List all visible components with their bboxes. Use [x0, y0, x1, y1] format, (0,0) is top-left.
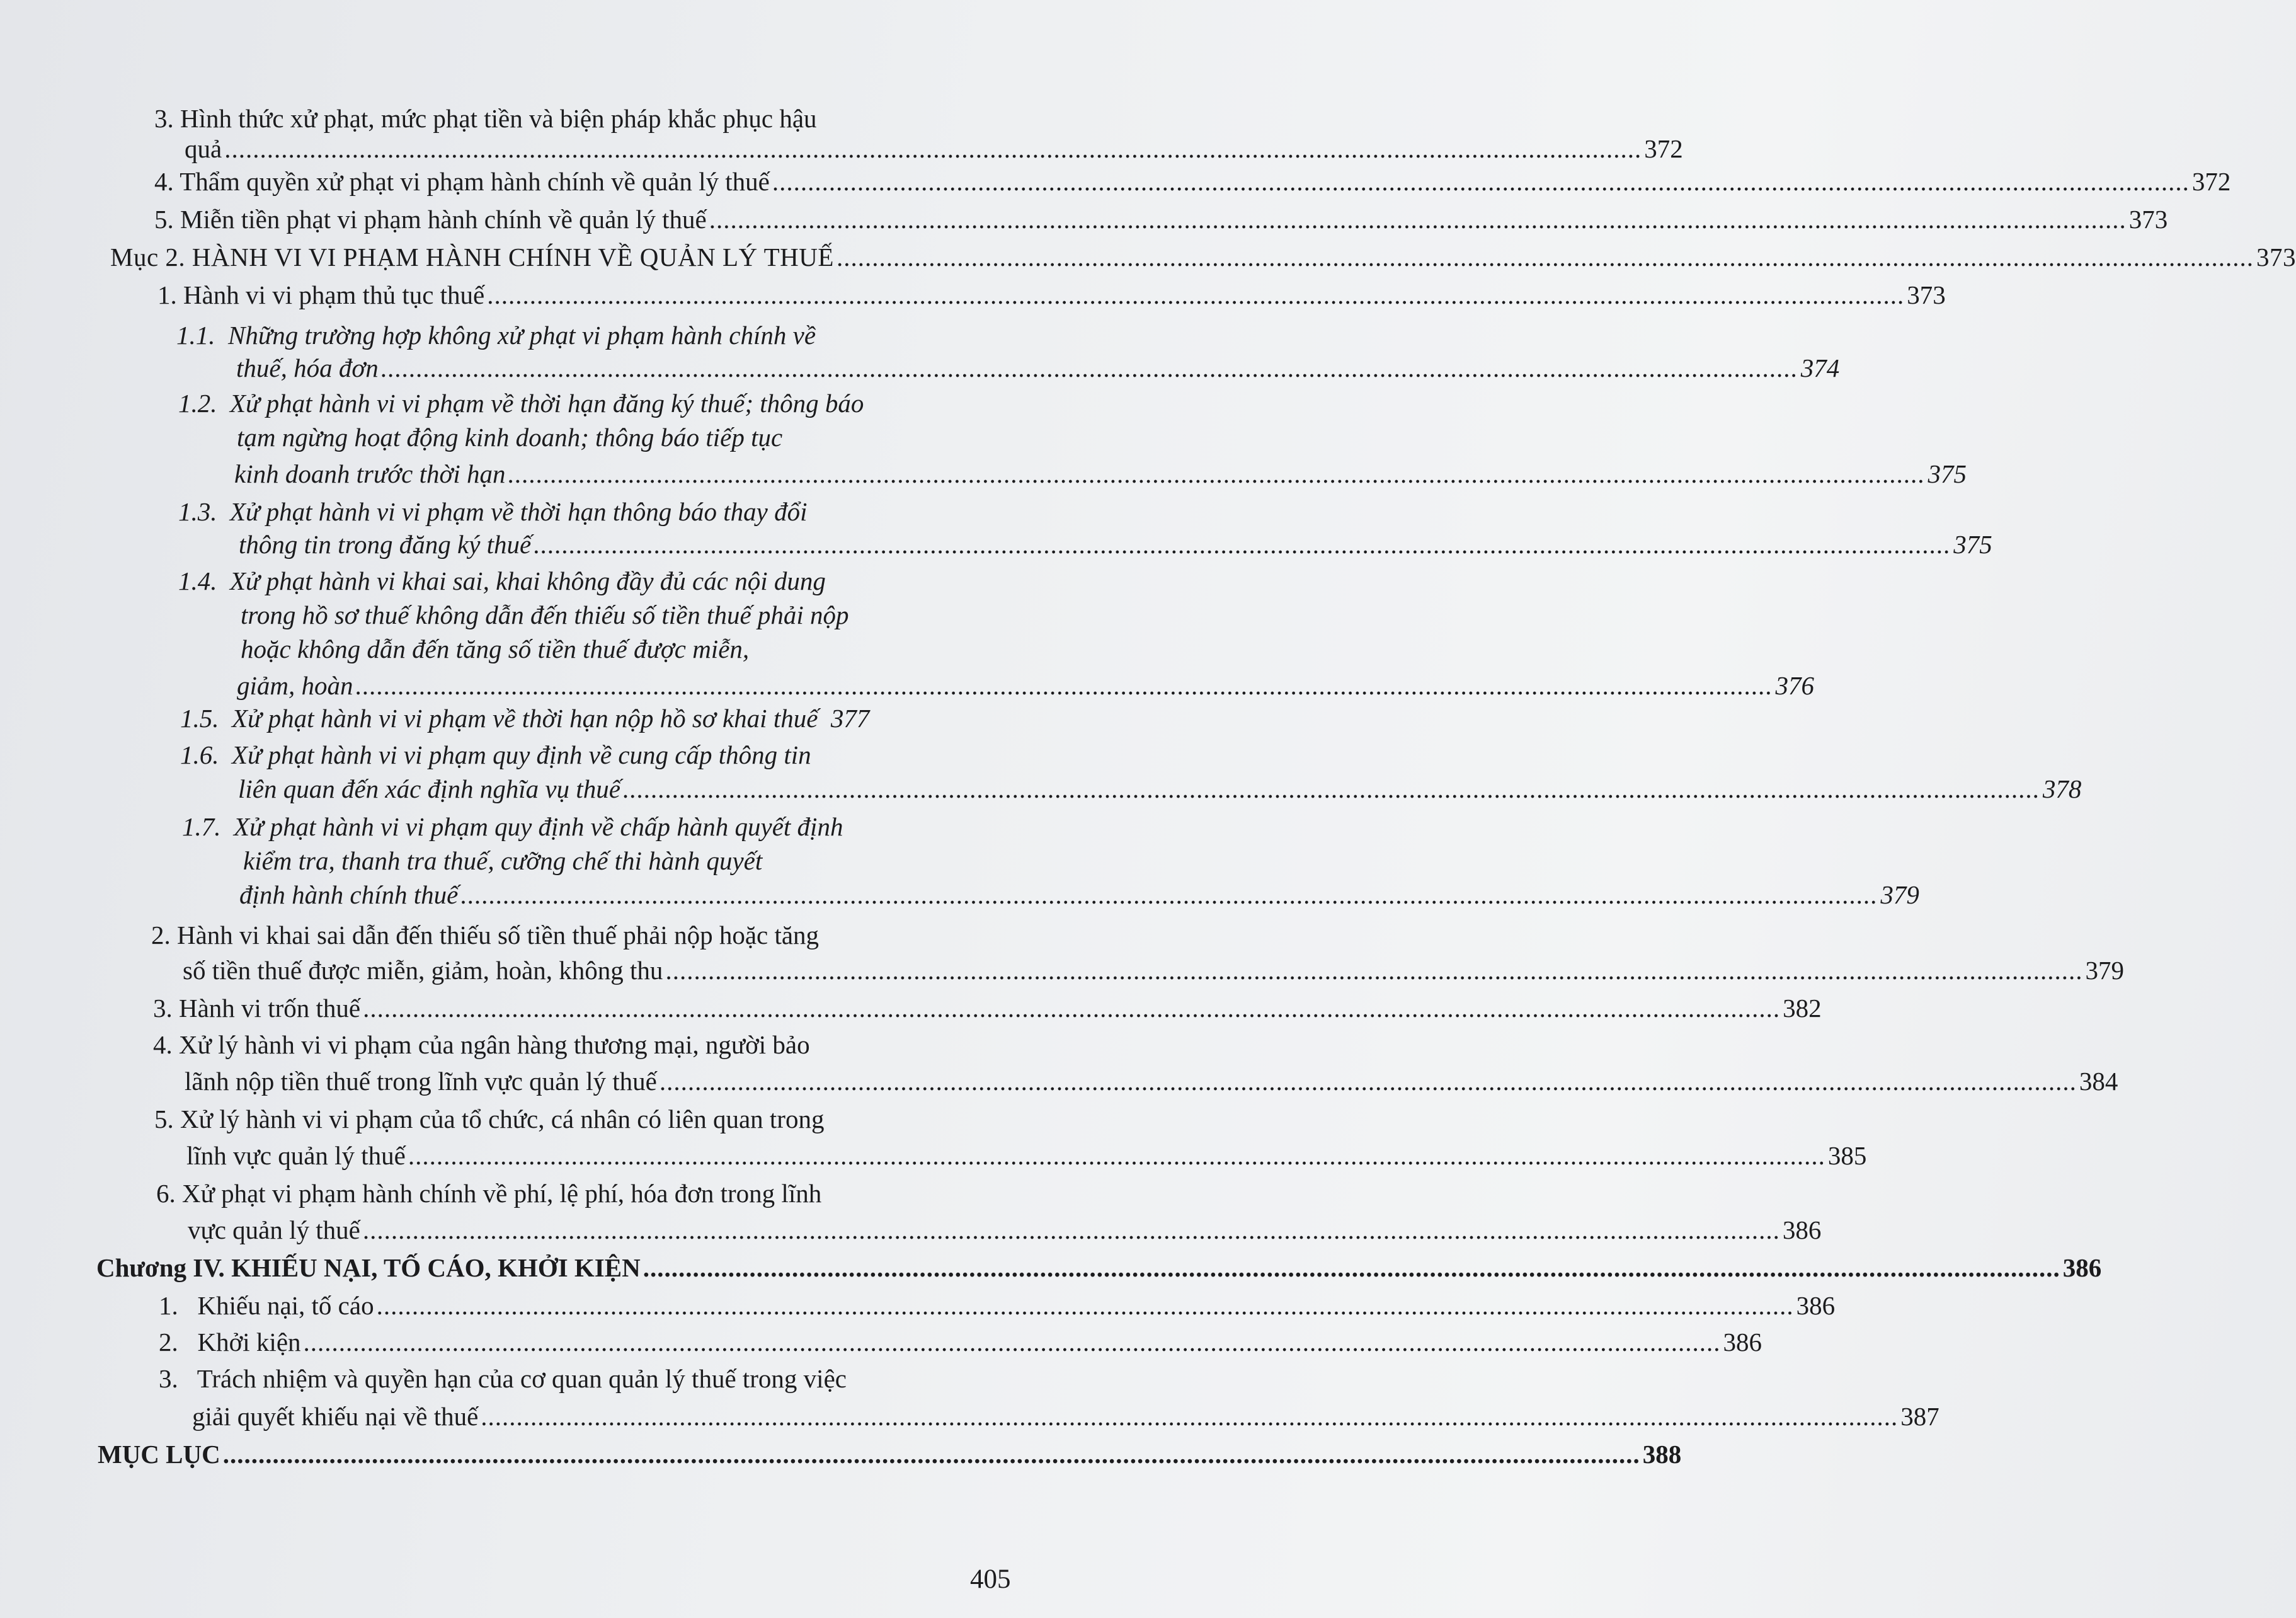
toc-entry-continuation	[238, 772, 2082, 805]
dot-leader: ........................................................................................................................................................................................................	[772, 167, 2190, 196]
toc-entry-line-2	[243, 844, 762, 877]
toc-entry-continuation	[192, 1400, 1939, 1433]
toc-entry-continuation	[239, 878, 1919, 911]
toc-chapter-heading	[98, 1438, 1682, 1471]
toc-entry-page: 386	[1796, 1291, 1836, 1320]
toc-entry-title: Xử phạt vi phạm hành chính về phí, lệ phí, hóa đơn trong lĩnh	[182, 1179, 822, 1208]
toc-entry-title-2: trong hồ sơ thuế không dẫn đến thiếu số tiền thuế phải nộp	[241, 600, 849, 629]
toc-chapter-title: KHIẾU NẠI, TỐ CÁO, KHỞI KIỆN	[231, 1253, 641, 1282]
toc-entry-line	[178, 565, 826, 597]
toc-entry-number: 3.	[159, 1364, 178, 1393]
dot-leader: ........................................................................................................................................................................................................	[487, 280, 1905, 309]
toc-chapter-heading	[96, 1251, 2102, 1284]
toc-entry-page: 385	[1827, 1141, 1867, 1170]
toc-entry-line	[159, 1362, 847, 1395]
toc-entry-title: Hành vi vi phạm thủ tục thuế	[183, 280, 485, 309]
toc-entry-number: 2.	[159, 1328, 178, 1357]
toc-entry-number: 6.	[156, 1179, 176, 1208]
toc-entry-page: 382	[1783, 994, 1822, 1023]
toc-entry-title-cont: thuế, hóa đơn	[236, 353, 379, 382]
toc-chapter-title: MỤC LỤC	[98, 1440, 220, 1469]
toc-entry-number: 3.	[153, 994, 173, 1023]
toc-entry-title-cont: vực quản lý thuế	[188, 1215, 360, 1244]
toc-entry-number: 4.	[153, 1030, 173, 1059]
toc-entry-line	[157, 278, 1946, 311]
toc-entry-line	[154, 203, 2168, 236]
toc-entry-number: 4.	[154, 167, 174, 196]
toc-entry-line	[156, 1177, 821, 1210]
dot-leader: ........................................................................................................................................................................................................	[481, 1402, 1899, 1431]
toc-entry-title-cont: định hành chính thuế	[239, 880, 459, 909]
toc-entry-title-cont: kinh doanh trước thời hạn	[234, 459, 506, 488]
toc-entry-continuation	[185, 1065, 2118, 1098]
toc-entry-title-2: kiểm tra, thanh tra thuế, cưỡng chế thi hành quyết	[243, 846, 763, 875]
toc-entry-page: 378	[2042, 774, 2082, 803]
toc-section-heading	[110, 241, 2296, 273]
toc-entry-number: 1.7.	[182, 812, 221, 841]
toc-entry-page: 379	[2085, 956, 2124, 985]
toc-entry-title: Khiếu nại, tố cáo	[197, 1291, 374, 1320]
toc-section-label: Mục 2.	[110, 243, 186, 272]
toc-entry-title: Xử phạt hành vi vi phạm quy định về chấp hành quyết định	[234, 812, 843, 841]
toc-entry-line	[176, 319, 816, 352]
toc-entry-page: 375	[1953, 530, 1992, 559]
toc-entry-title: Khởi kiện	[197, 1328, 301, 1357]
toc-entry-title: Xử phạt hành vi khai sai, khai không đầy đủ các nội dung	[230, 566, 826, 595]
toc-entry-page: 377	[830, 704, 870, 733]
toc-entry-page: 373	[2256, 243, 2296, 272]
dot-leader: ........................................................................................................................................................................................................	[622, 774, 2040, 803]
toc-entry-line	[180, 702, 869, 735]
toc-entry-page: 387	[1900, 1402, 1939, 1431]
toc-entry-title-2: tạm ngừng hoạt động kinh doanh; thông báo tiếp tục	[237, 423, 783, 452]
toc-entry-line	[182, 810, 843, 843]
toc-entry-title: Xử phạt hành vi vi phạm quy định về cung cấp thông tin	[232, 740, 811, 769]
dot-leader: ........................................................................................................................................................................................................	[665, 956, 2083, 985]
toc-entry-title: Xử phạt hành vi vi phạm về thời hạn thông báo thay đổi	[230, 497, 808, 526]
toc-entry-page: 384	[2079, 1067, 2118, 1096]
dot-leader: ........................................................................................................................................................................................................	[659, 1067, 2077, 1096]
toc-entry-title-cont: giải quyết khiếu nại về thuế	[192, 1402, 479, 1431]
dot-leader: ........................................................................................................................................................................................................	[408, 1141, 1825, 1170]
toc-entry-number: 1.5.	[180, 704, 219, 733]
dot-leader: ........................................................................................................................................................................................................	[534, 530, 1951, 559]
toc-entry-line-3	[241, 633, 749, 665]
toc-entry-number: 2.	[151, 921, 171, 950]
toc-entry-title: Những trường hợp không xử phạt vi phạm hành chính về	[228, 321, 816, 350]
toc-entry-title: Xử phạt hành vi vi phạm về thời hạn đăng ký thuế; thông báo	[230, 389, 864, 418]
dot-leader: ........................................................................................................................................................................................................	[460, 880, 1878, 909]
toc-entry-title: Xử phạt hành vi vi phạm về thời hạn nộp hồ sơ khai thuế	[232, 704, 818, 733]
toc-entry-title: Hành vi trốn thuế	[179, 994, 361, 1023]
toc-entry-line-2	[237, 421, 782, 454]
dot-leader: ........................................................................................................................................................................................................	[836, 243, 2254, 272]
toc-entry-title-cont: số tiền thuế được miễn, giảm, hoàn, không thu	[183, 956, 663, 985]
toc-entry-line	[154, 102, 817, 135]
toc-entry-number: 1.1.	[176, 321, 215, 350]
toc-entry-number: 5.	[154, 205, 174, 234]
toc-entry-title: Miễn tiền phạt vi phạm hành chính về quản lý thuế	[180, 205, 707, 234]
toc-entry-title: Thẩm quyền xử phạt vi phạm hành chính về quản lý thuế	[180, 167, 770, 196]
toc-entry-title-cont: giảm, hoàn	[237, 671, 353, 700]
toc-entry-number: 1.	[157, 280, 177, 309]
toc-entry-continuation	[236, 352, 1840, 384]
toc-entry-number: 5.	[154, 1104, 174, 1133]
toc-entry-title-3: hoặc không dẫn đến tăng số tiền thuế được miễn,	[241, 634, 750, 663]
toc-entry-number: 3.	[154, 104, 174, 133]
toc-entry-line	[178, 387, 864, 420]
toc-entry-number: 1.	[159, 1291, 178, 1320]
toc-entry-number: 1.2.	[178, 389, 217, 418]
toc-entry-line	[178, 495, 808, 528]
dot-leader: ........................................................................................................................................................................................................	[376, 1291, 1794, 1320]
dot-leader: ........................................................................................................................................................................................................	[380, 353, 1798, 382]
dot-leader: ........................................................................................................................................................................................................	[355, 671, 1773, 700]
toc-entry-page: 372	[1644, 134, 1683, 163]
toc-entry-title-cont: thông tin trong đăng ký thuế	[239, 530, 532, 559]
dot-leader: ........................................................................................................................................................................................................	[224, 134, 1642, 163]
toc-entry-number: 1.4.	[178, 566, 217, 595]
dot-leader: ........................................................................................................................................................................................................	[709, 205, 2127, 234]
dot-leader: ........................................................................................................................................................................................................	[363, 994, 1781, 1023]
page-number: 405	[970, 1564, 1011, 1594]
toc-entry-line	[180, 738, 811, 771]
toc-entry-title-cont: liên quan đến xác định nghĩa vụ thuế	[238, 774, 620, 803]
toc-entry-page: 386	[1723, 1328, 1762, 1357]
toc-entry-continuation	[234, 457, 1967, 490]
toc-entry-continuation	[185, 132, 1683, 165]
toc-entry-title-cont: lĩnh vực quản lý thuế	[186, 1141, 406, 1170]
toc-entry-page: 386	[1782, 1215, 1822, 1244]
toc-entry-number: 1.3.	[178, 497, 217, 526]
toc-entry-line	[153, 992, 1822, 1024]
toc-entry-page: 379	[1880, 880, 1919, 909]
toc-entry-page: 373	[1907, 280, 1946, 309]
toc-entry-line	[153, 1028, 810, 1061]
toc-entry-line-2	[241, 599, 849, 631]
toc-entry-title: Trách nhiệm và quyền hạn của cơ quan quản lý thuế trong việc	[197, 1364, 847, 1393]
dot-leader: ........................................................................................................................................................................................................	[508, 459, 1926, 488]
toc-entry-line	[151, 919, 819, 951]
toc-entry-page: 374	[1800, 353, 1840, 382]
toc-entry-title: Xử lý hành vi vi phạm của tổ chức, cá nhân có liên quan trong	[180, 1104, 825, 1133]
toc-entry-line	[154, 1103, 824, 1135]
toc-entry-title: Xử lý hành vi vi phạm của ngân hàng thương mại, người bảo	[179, 1030, 810, 1059]
toc-entry-title-cont: quả	[185, 134, 222, 163]
toc-entry-page: 376	[1775, 671, 1814, 700]
toc-entry-line	[159, 1326, 1762, 1358]
toc-entry-page: 388	[1642, 1440, 1682, 1469]
toc-entry-number: 1.6.	[180, 740, 219, 769]
toc-entry-page: 373	[2128, 205, 2168, 234]
toc-entry-page: 372	[2191, 167, 2231, 196]
toc-entry-title: Hình thức xử phạt, mức phạt tiền và biện pháp khắc phục hậu	[180, 104, 817, 133]
dot-leader: ........................................................................................................................................................................................................	[643, 1253, 2060, 1282]
toc-entry-title: Hành vi khai sai dẫn đến thiếu số tiền thuế phải nộp hoặc tăng	[177, 921, 820, 950]
toc-entry-line	[154, 165, 2231, 198]
dot-leader: ........................................................................................................................................................................................................	[303, 1328, 1721, 1357]
toc-entry-continuation	[183, 954, 2124, 987]
toc-entry-title-cont: lãnh nộp tiền thuế trong lĩnh vực quản lý thuế	[185, 1067, 657, 1096]
toc-entry-page: 375	[1928, 459, 1967, 488]
toc-section-title: HÀNH VI VI PHẠM HÀNH CHÍNH VỀ QUẢN LÝ THUẾ	[191, 243, 834, 272]
toc-entry-line	[159, 1289, 1836, 1322]
toc-entry-continuation	[186, 1139, 1867, 1172]
toc-entry-continuation	[237, 669, 1814, 702]
toc-chapter-label: Chương IV.	[96, 1253, 225, 1282]
dot-leader: ........................................................................................................................................................................................................	[362, 1215, 1780, 1244]
toc-entry-continuation	[239, 528, 1992, 561]
toc-entry-page: 386	[2062, 1253, 2102, 1282]
toc-entry-continuation	[188, 1214, 1822, 1246]
dot-leader: ........................................................................................................................................................................................................	[222, 1440, 1640, 1469]
